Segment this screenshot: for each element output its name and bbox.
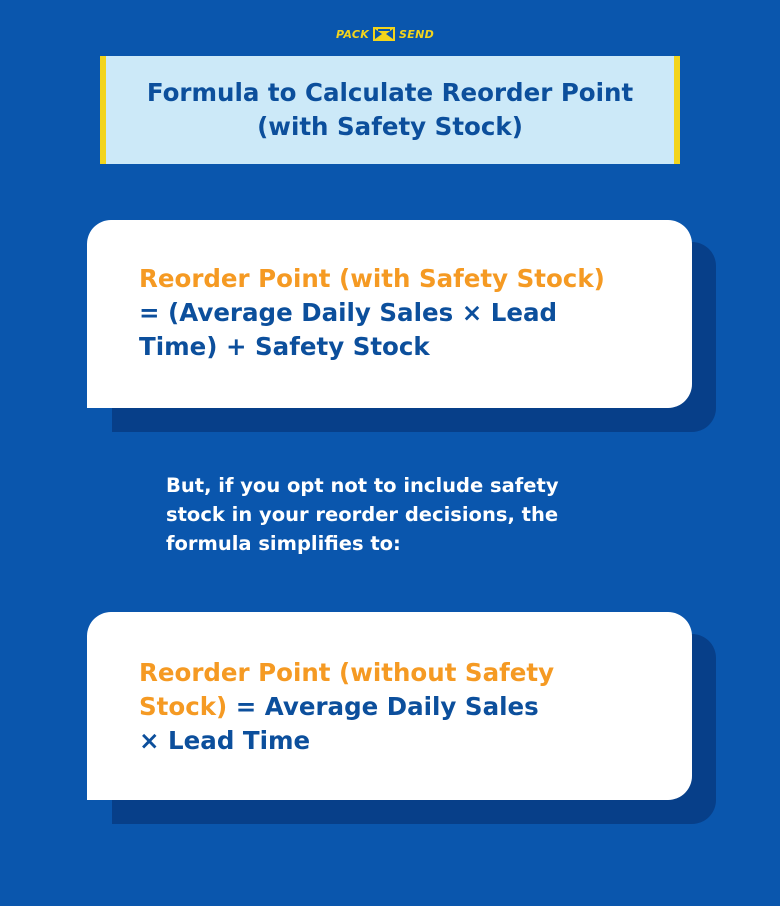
formula-1-line-1: Reorder Point (with Safety Stock) — [139, 264, 605, 293]
explanation-text — [166, 471, 636, 558]
explanation-line-1: But, if you opt not to include safety — [166, 474, 559, 497]
explanation-line-3: formula simplifies to: — [166, 532, 401, 555]
logo-mark-icon — [372, 26, 396, 42]
formula-2-line-3: × Lead Time — [139, 726, 311, 755]
formula-card-with-safety-stock — [87, 220, 692, 408]
title-banner — [100, 56, 680, 164]
formula-2-line-2 — [139, 690, 659, 724]
logo-text-pack: PACK — [336, 27, 370, 41]
formula-1-text — [139, 262, 659, 364]
formula-1-line-3: Time) + Safety Stock — [139, 332, 430, 361]
packsend-logo — [336, 24, 446, 44]
formula-2-line-2-rest: = Average Daily Sales — [227, 692, 539, 721]
title-line-2: (with Safety Stock) — [257, 112, 523, 141]
title-line-1: Formula to Calculate Reorder Point — [146, 78, 634, 107]
formula-2-text — [139, 656, 659, 758]
explanation-line-2: stock in your reorder decisions, the — [166, 503, 559, 526]
logo-text-send: SEND — [399, 27, 435, 41]
formula-2-line-1: Reorder Point (without Safety — [139, 658, 555, 687]
formula-2-line-2-orange: Stock) — [139, 692, 228, 721]
formula-card-without-safety-stock — [87, 612, 692, 800]
formula-1-line-2: = (Average Daily Sales × Lead — [139, 298, 558, 327]
